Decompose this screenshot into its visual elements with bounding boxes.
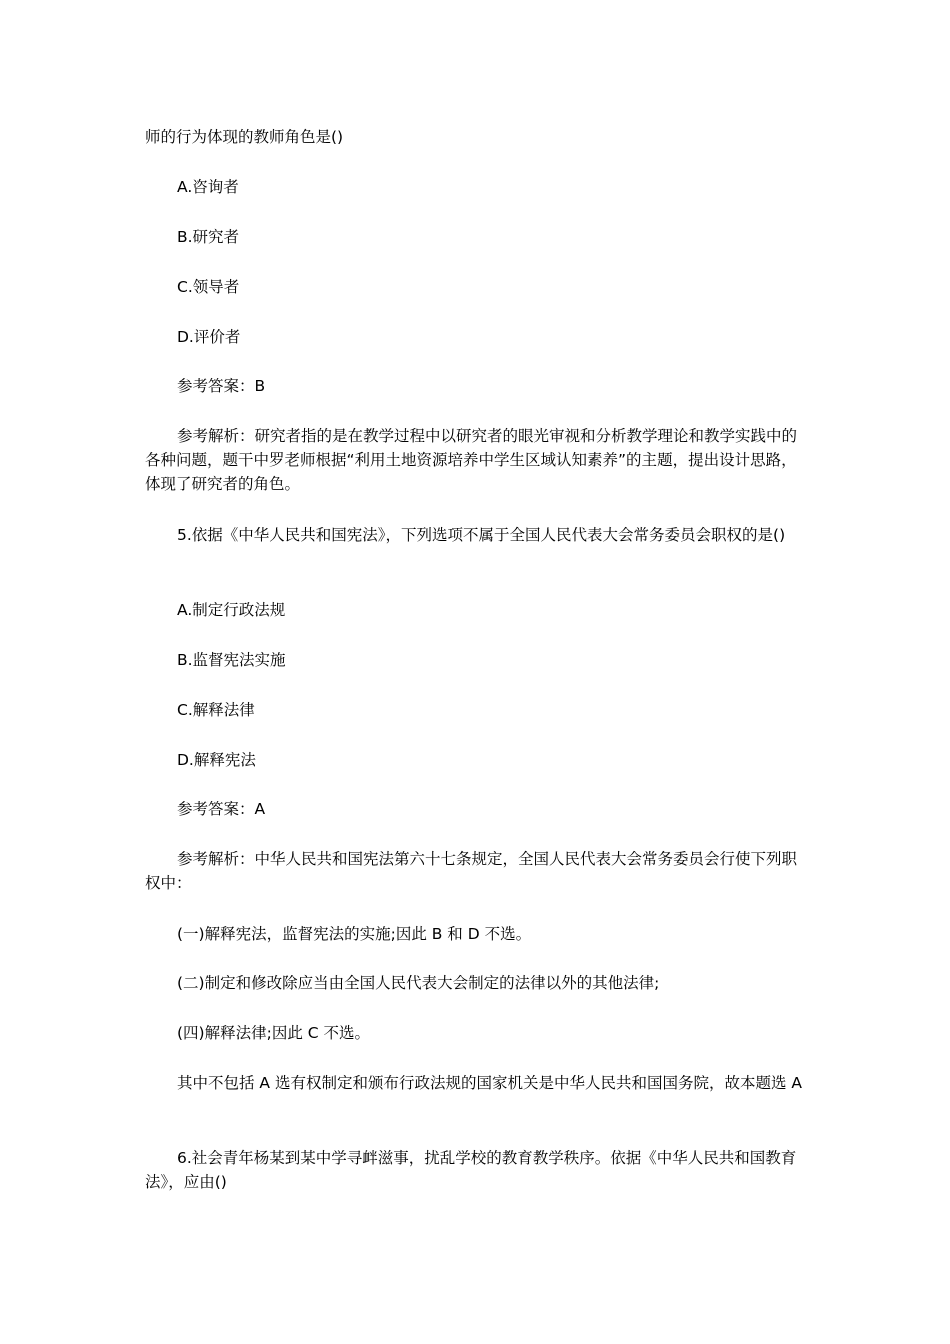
q4-option-c: C.领导者 [177, 278, 240, 296]
q5-option-c: C.解释法律 [177, 701, 255, 719]
q5-option-b: B.监督宪法实施 [177, 651, 286, 669]
q5-option-d: D.解释宪法 [177, 751, 256, 769]
q5-item-1: (一)解释宪法，监督宪法的实施;因此 B 和 D 不选。 [177, 925, 532, 943]
q4-analysis: 参考解析：研究者指的是在教学过程中以研究者的眼光审视和分析教学理论和教学实践中的各种问题，题干中罗老师根据“利用土地资源培养中学生区域认知素养”的主题，提出设计思路，体现了研究者的角色。 [145, 427, 798, 493]
q5-answer: 参考答案：A [177, 800, 266, 818]
q4-option-a: A.咨询者 [177, 178, 239, 196]
q6-stem: 6.社会青年杨某到某中学寻衅滋事，扰乱学校的教育教学秩序。依据《中华人民共和国教育法》，应由() [145, 1149, 797, 1191]
q5-option-a: A.制定行政法规 [177, 601, 286, 619]
q4-option-b: B.研究者 [177, 228, 240, 246]
q4-stem-tail: 师的行为体现的教师角色是() [145, 128, 344, 146]
q5-item-3: (四)解释法律;因此 C 不选。 [177, 1024, 370, 1042]
q5-item-2: (二)制定和修改除应当由全国人民代表大会制定的法律以外的其他法律; [177, 974, 660, 992]
q4-answer: 参考答案：B [177, 377, 266, 395]
q5-analysis: 参考解析：中华人民共和国宪法第六十七条规定，全国人民代表大会常务委员会行使下列职权中： [145, 850, 798, 892]
q5-stem: 5.依据《中华人民共和国宪法》，下列选项不属于全国人民代表大会常务委员会职权的是() [177, 526, 786, 544]
q5-conclusion: 其中不包括 A 选有权制定和颁布行政法规的国家机关是中华人民共和国国务院，故本题选 A [177, 1074, 802, 1092]
q4-option-d: D.评价者 [177, 328, 241, 346]
